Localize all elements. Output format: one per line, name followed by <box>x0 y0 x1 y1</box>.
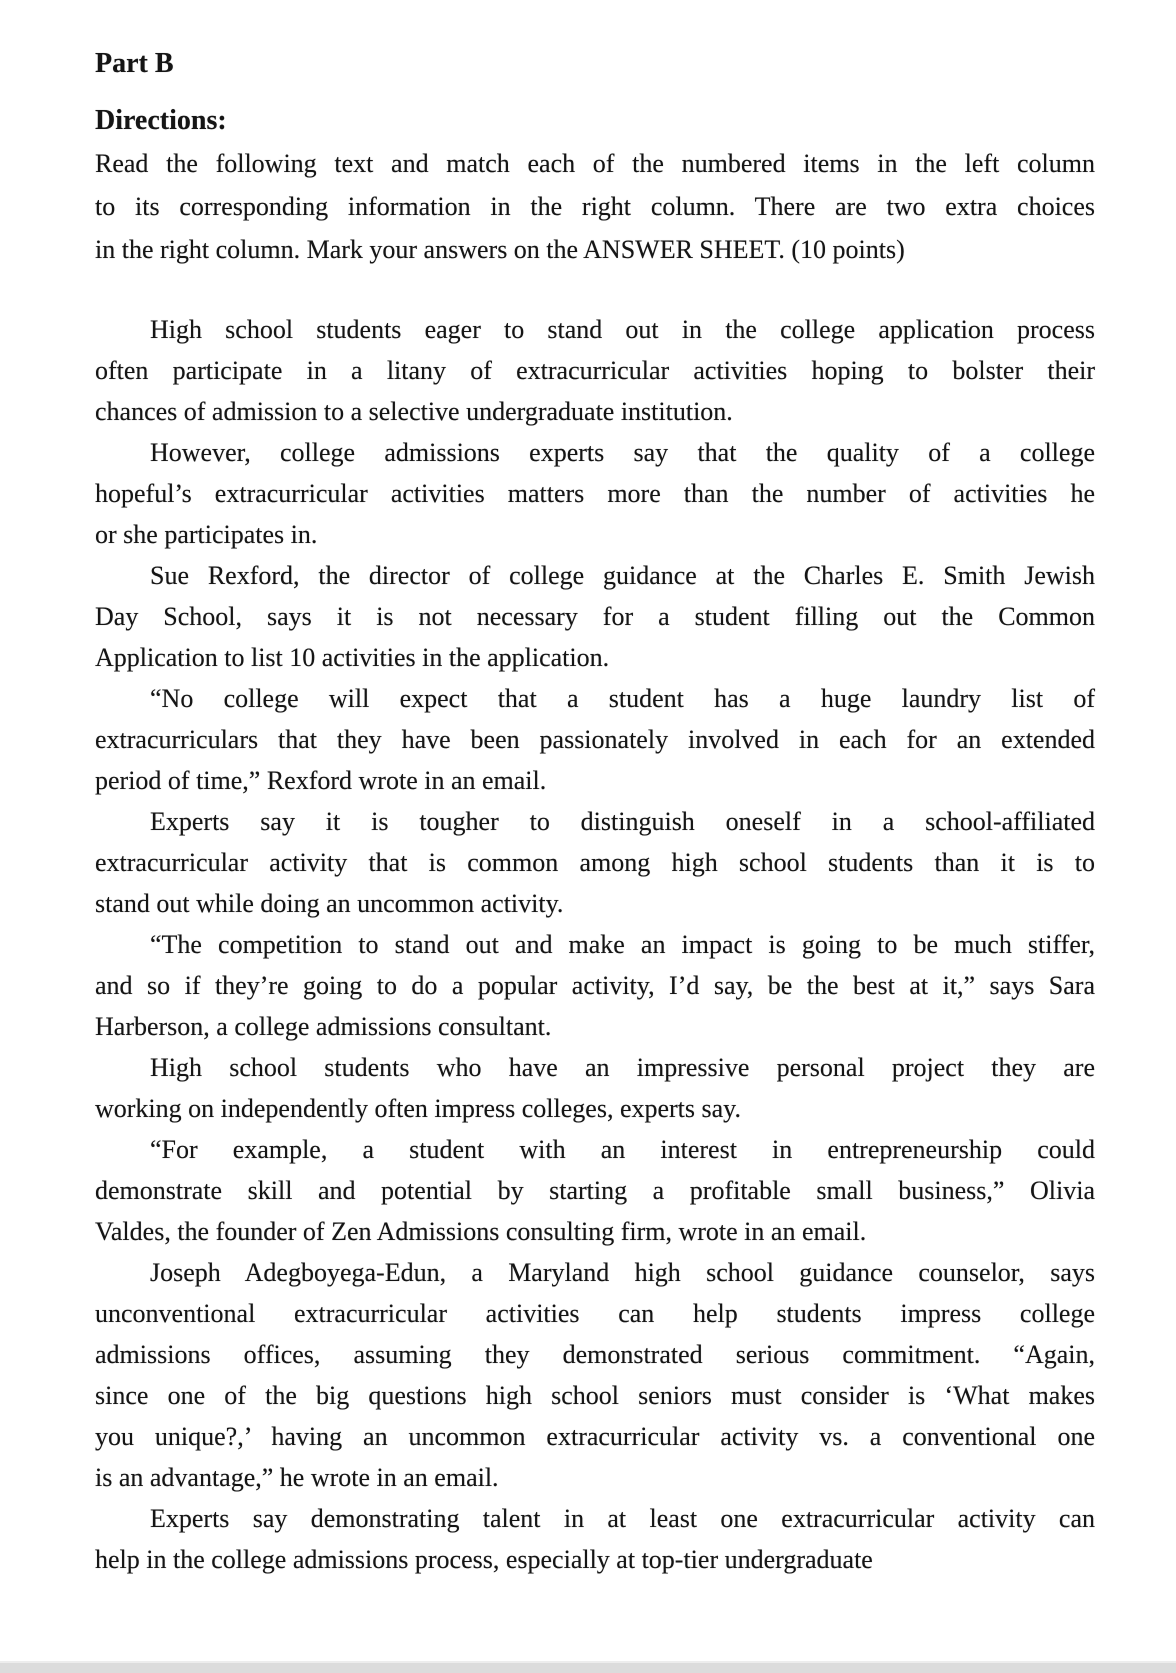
paragraph-line: chances of admission to a selective undergraduate institution. <box>95 397 733 426</box>
paragraph-line: Valdes, the founder of Zen Admissions consulting firm, wrote in an email. <box>95 1217 867 1246</box>
paragraph-line: and so if they’re going to do a popular activity, I’d say, be the best at it,” says Sara <box>95 971 1095 1000</box>
paragraph-line: demonstrate skill and potential by starting a profitable small business,” Olivia <box>95 1176 1095 1205</box>
directions-text <box>95 142 1095 271</box>
paragraph-line: Sue Rexford, the director of college guidance at the Charles E. Smith Jewish <box>150 561 1095 590</box>
paragraph-line: High school students eager to stand out in the college application process <box>150 315 1095 344</box>
part-heading: Part B <box>95 48 174 79</box>
paragraph-line: help in the college admissions process, especially at top-tier undergraduate <box>95 1545 873 1574</box>
directions-line: to its corresponding information in the right column. There are two extra choices <box>95 192 1095 221</box>
scan-edge-artifact <box>0 1661 1176 1673</box>
paragraph-line: extracurricular activity that is common among high school students than it is to <box>95 848 1095 877</box>
paragraph-line: hopeful’s extracurricular activities matters more than the number of activities he <box>95 479 1095 508</box>
paragraph-line: you unique?,’ having an uncommon extracurricular activity vs. a conventional one <box>95 1422 1095 1451</box>
paragraph-line: Day School, says it is not necessary for a student filling out the Common <box>95 602 1095 631</box>
paragraph-line: “The competition to stand out and make an impact is going to be much stiffer, <box>150 930 1095 959</box>
paragraph-line: or she participates in. <box>95 520 318 549</box>
paragraph-line: High school students who have an impressive personal project they are <box>150 1053 1095 1082</box>
paragraph-line: stand out while doing an uncommon activity. <box>95 889 564 918</box>
paragraph-line: “No college will expect that a student has a huge laundry list of <box>150 684 1095 713</box>
paragraph-line: unconventional extracurricular activities can help students impress college <box>95 1299 1095 1328</box>
paragraph-line: admissions offices, assuming they demonstrated serious commitment. “Again, <box>95 1340 1095 1369</box>
paragraph-line: often participate in a litany of extracurricular activities hoping to bolster their <box>95 356 1095 385</box>
paragraph-line: Joseph Adegboyega-Edun, a Maryland high school guidance counselor, says <box>150 1258 1095 1287</box>
directions-line: Read the following text and match each of the numbered items in the left column <box>95 149 1095 178</box>
directions-line: in the right column. Mark your answers on the ANSWER SHEET. (10 points) <box>95 235 905 264</box>
paragraph-line: working on independently often impress colleges, experts say. <box>95 1094 741 1123</box>
paragraph-line: period of time,” Rexford wrote in an email. <box>95 766 547 795</box>
paragraph-line: However, college admissions experts say that the quality of a college <box>150 438 1095 467</box>
paragraph-line: “For example, a student with an interest in entrepreneurship could <box>150 1135 1095 1164</box>
paragraph-line: Experts say it is tougher to distinguish oneself in a school-affiliated <box>150 807 1095 836</box>
directions-heading: Directions: <box>95 105 227 136</box>
paragraph-line: Harberson, a college admissions consultant. <box>95 1012 552 1041</box>
passage-body <box>95 309 1095 1580</box>
paragraph-line: is an advantage,” he wrote in an email. <box>95 1463 499 1492</box>
paragraph-line: Experts say demonstrating talent in at least one extracurricular activity can <box>150 1504 1095 1533</box>
paragraph-line: Application to list 10 activities in the application. <box>95 643 610 672</box>
paragraph-line: since one of the big questions high school seniors must consider is ‘What makes <box>95 1381 1095 1410</box>
paragraph-line: extracurriculars that they have been passionately involved in each for an extended <box>95 725 1095 754</box>
